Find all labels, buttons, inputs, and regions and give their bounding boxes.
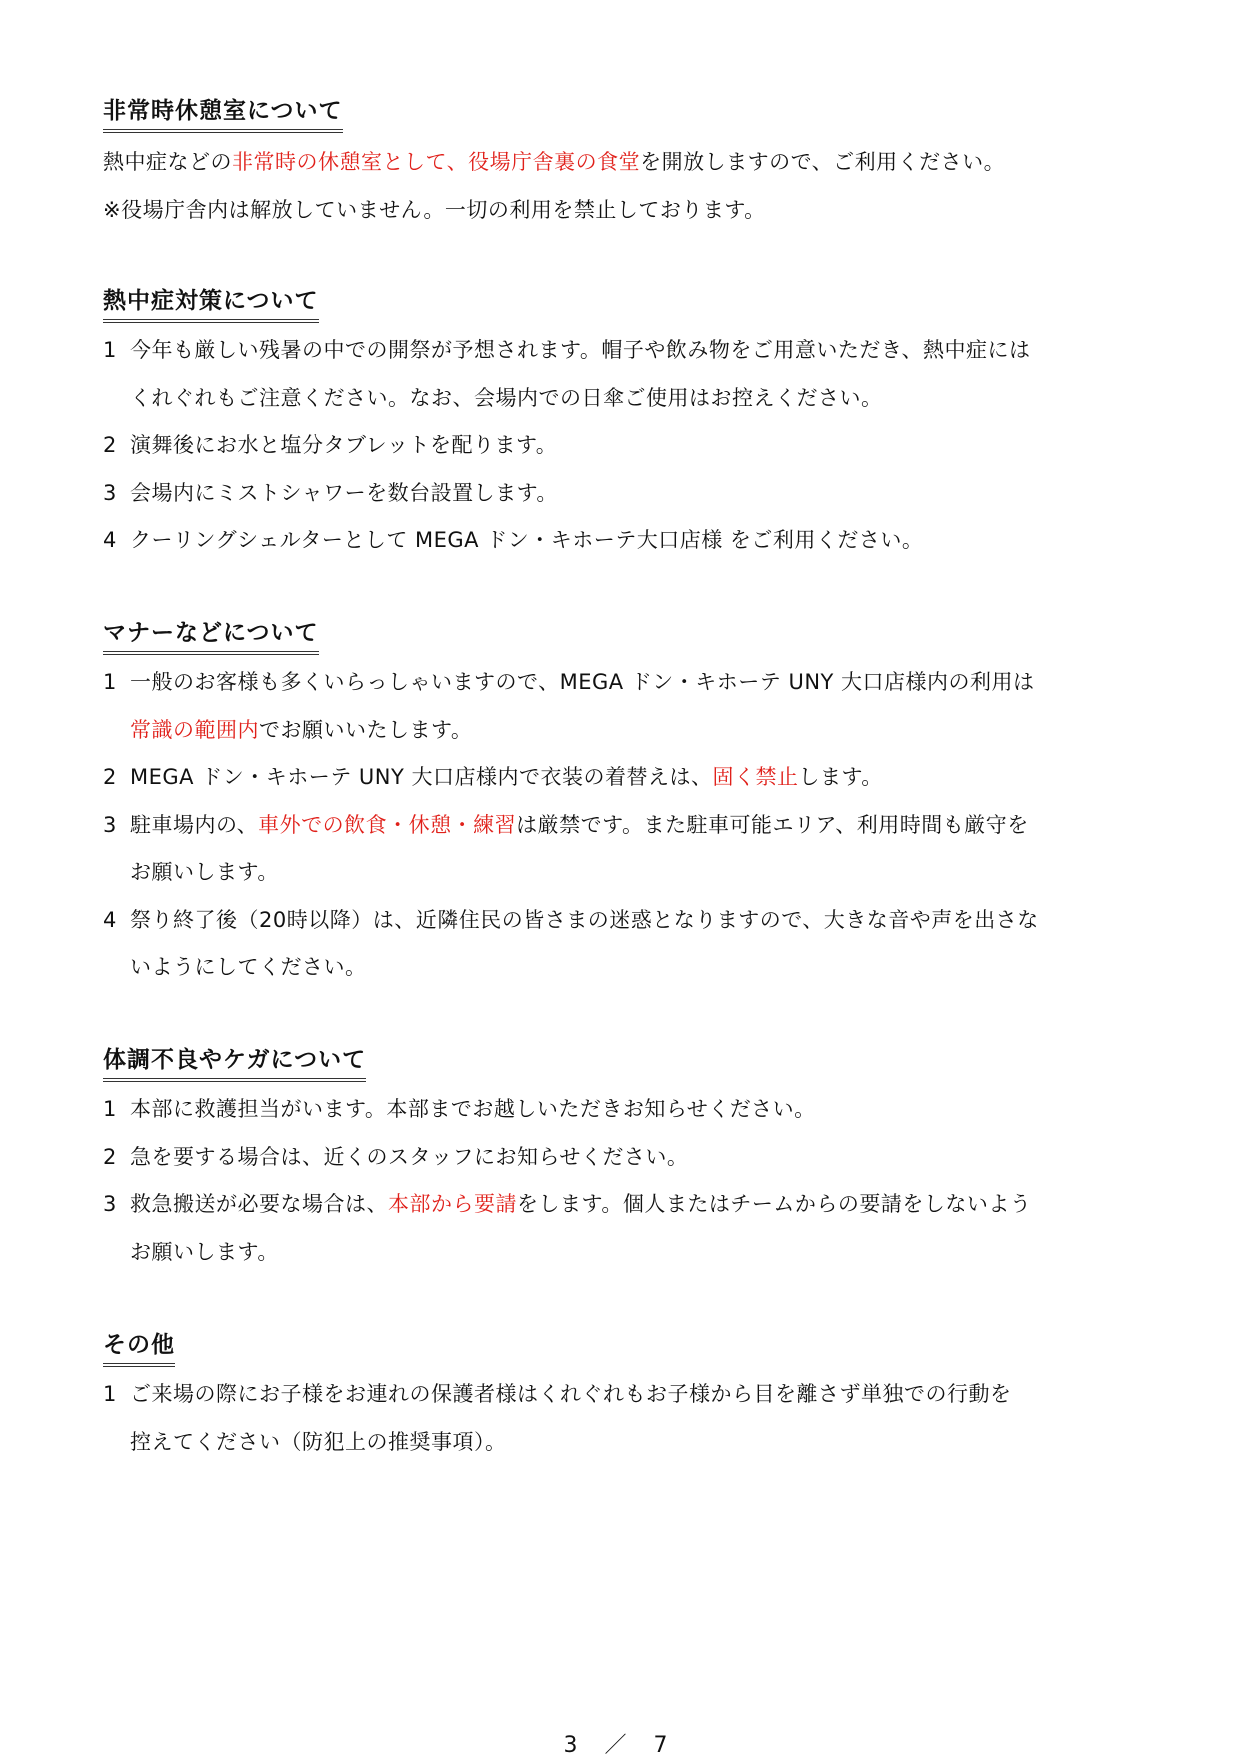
item-line: ご来場の際にお子様をお連れの保護者様はくれぐれもお子様から目を離さず単独での行動を <box>130 1382 1012 1406</box>
item-number: 1 <box>103 1097 117 1121</box>
item-line: 本部に救護担当がいます。本部までお越しいただきお知らせください。 <box>130 1097 816 1121</box>
item-line <box>130 754 1143 802</box>
paragraph <box>103 139 1143 187</box>
item-line: 控えてください（防犯上の推奨事項）。 <box>130 1429 507 1454</box>
text-span: します。 <box>798 765 883 789</box>
highlight-text: 固く禁止 <box>712 765 799 789</box>
item-line <box>130 707 1143 755</box>
item-number: 1 <box>103 338 117 362</box>
item-line: 今年も厳しい残暑の中での開祭が予想されます。帽子や飲み物をご用意いただき、熱中症には <box>130 338 1031 362</box>
list-item <box>103 1086 1143 1134</box>
item-line: 演舞後にお水と塩分タブレットを配ります。 <box>130 433 558 457</box>
text-span: をします。個人またはチームからの要請をしないよう <box>517 1192 1032 1216</box>
section-heatstroke <box>103 286 1143 565</box>
item-line: 急を要する場合は、近くのスタッフにお知らせください。 <box>130 1144 689 1169</box>
list-item <box>103 470 1143 518</box>
item-number: 4 <box>103 528 117 552</box>
section-manners <box>103 618 1143 992</box>
section-heading: 非常時休憩室について <box>103 96 343 133</box>
item-line: 祭り終了後（20時以降）は、近隣住民の皆さまの迷惑となりますので、大きな音や声を出さな <box>130 907 1039 932</box>
highlight-text: 非常時の休憩室として、役場庁舎裏の食堂 <box>232 150 641 174</box>
item-number: 2 <box>103 1144 117 1169</box>
list-item <box>103 327 1143 422</box>
item-number: 4 <box>103 907 117 932</box>
section-heading: その他 <box>103 1330 175 1367</box>
item-line: 一般のお客様も多くいらっしゃいますので、MEGA ドン・キホーテ UNY 大口店様内の利用は <box>130 670 1035 694</box>
item-number: 3 <box>103 480 117 505</box>
item-line <box>130 802 1143 850</box>
text-span: は厳禁です。また駐車可能エリア、利用時間も厳守を <box>516 812 1029 837</box>
page-number: 3 ／ 7 <box>563 1733 678 1758</box>
item-number: 3 <box>103 1192 117 1216</box>
text-span: 駐車場内の、 <box>130 812 259 837</box>
item-number: 3 <box>103 812 117 837</box>
list-item <box>103 1134 1143 1182</box>
item-number: 1 <box>103 1382 117 1406</box>
item-line: 会場内にミストシャワーを数台設置します。 <box>130 480 558 505</box>
item-number: 2 <box>103 433 117 457</box>
paragraph: ※役場庁舎内は解放していません。一切の利用を禁止しております。 <box>103 197 766 222</box>
section-other <box>103 1330 1143 1466</box>
item-number: 1 <box>103 670 117 694</box>
list-item <box>103 897 1143 992</box>
list-item <box>103 659 1143 754</box>
item-line: クーリングシェルターとして MEGA ドン・キホーテ大口店様 をご利用ください。 <box>130 528 924 552</box>
item-line: お願いします。 <box>130 1239 279 1264</box>
list-item <box>103 517 1143 565</box>
item-line: いようにしてください。 <box>130 955 367 979</box>
text-span: 熱中症などの <box>103 150 232 174</box>
item-line: くれぐれもご注意ください。なお、会場内での日傘ご使用はお控えください。 <box>130 385 883 410</box>
section-heading: 体調不良やケガについて <box>103 1045 366 1082</box>
list-item <box>103 1371 1143 1466</box>
list-item <box>103 422 1143 470</box>
highlight-text: 本部から要請 <box>388 1192 517 1216</box>
highlight-text: 車外での飲食・休憩・練習 <box>258 812 517 837</box>
text-span: を開放しますので、ご利用ください。 <box>640 150 1006 174</box>
text-span: でお願いいたします。 <box>259 717 473 742</box>
item-line <box>130 1181 1143 1229</box>
text-span: MEGA ドン・キホーテ UNY 大口店様内で衣装の着替えは、 <box>130 765 713 789</box>
list-item <box>103 754 1143 802</box>
text-span: 救急搬送が必要な場合は、 <box>130 1192 388 1216</box>
list-item <box>103 1181 1143 1276</box>
section-rest-room <box>103 96 1143 234</box>
section-heading: 熱中症対策について <box>103 286 319 323</box>
list-item <box>103 802 1143 897</box>
section-health <box>103 1045 1143 1276</box>
highlight-text: 常識の範囲内 <box>130 717 259 742</box>
section-heading: マナーなどについて <box>103 618 319 655</box>
item-line: お願いします。 <box>130 860 279 884</box>
item-number: 2 <box>103 765 117 789</box>
